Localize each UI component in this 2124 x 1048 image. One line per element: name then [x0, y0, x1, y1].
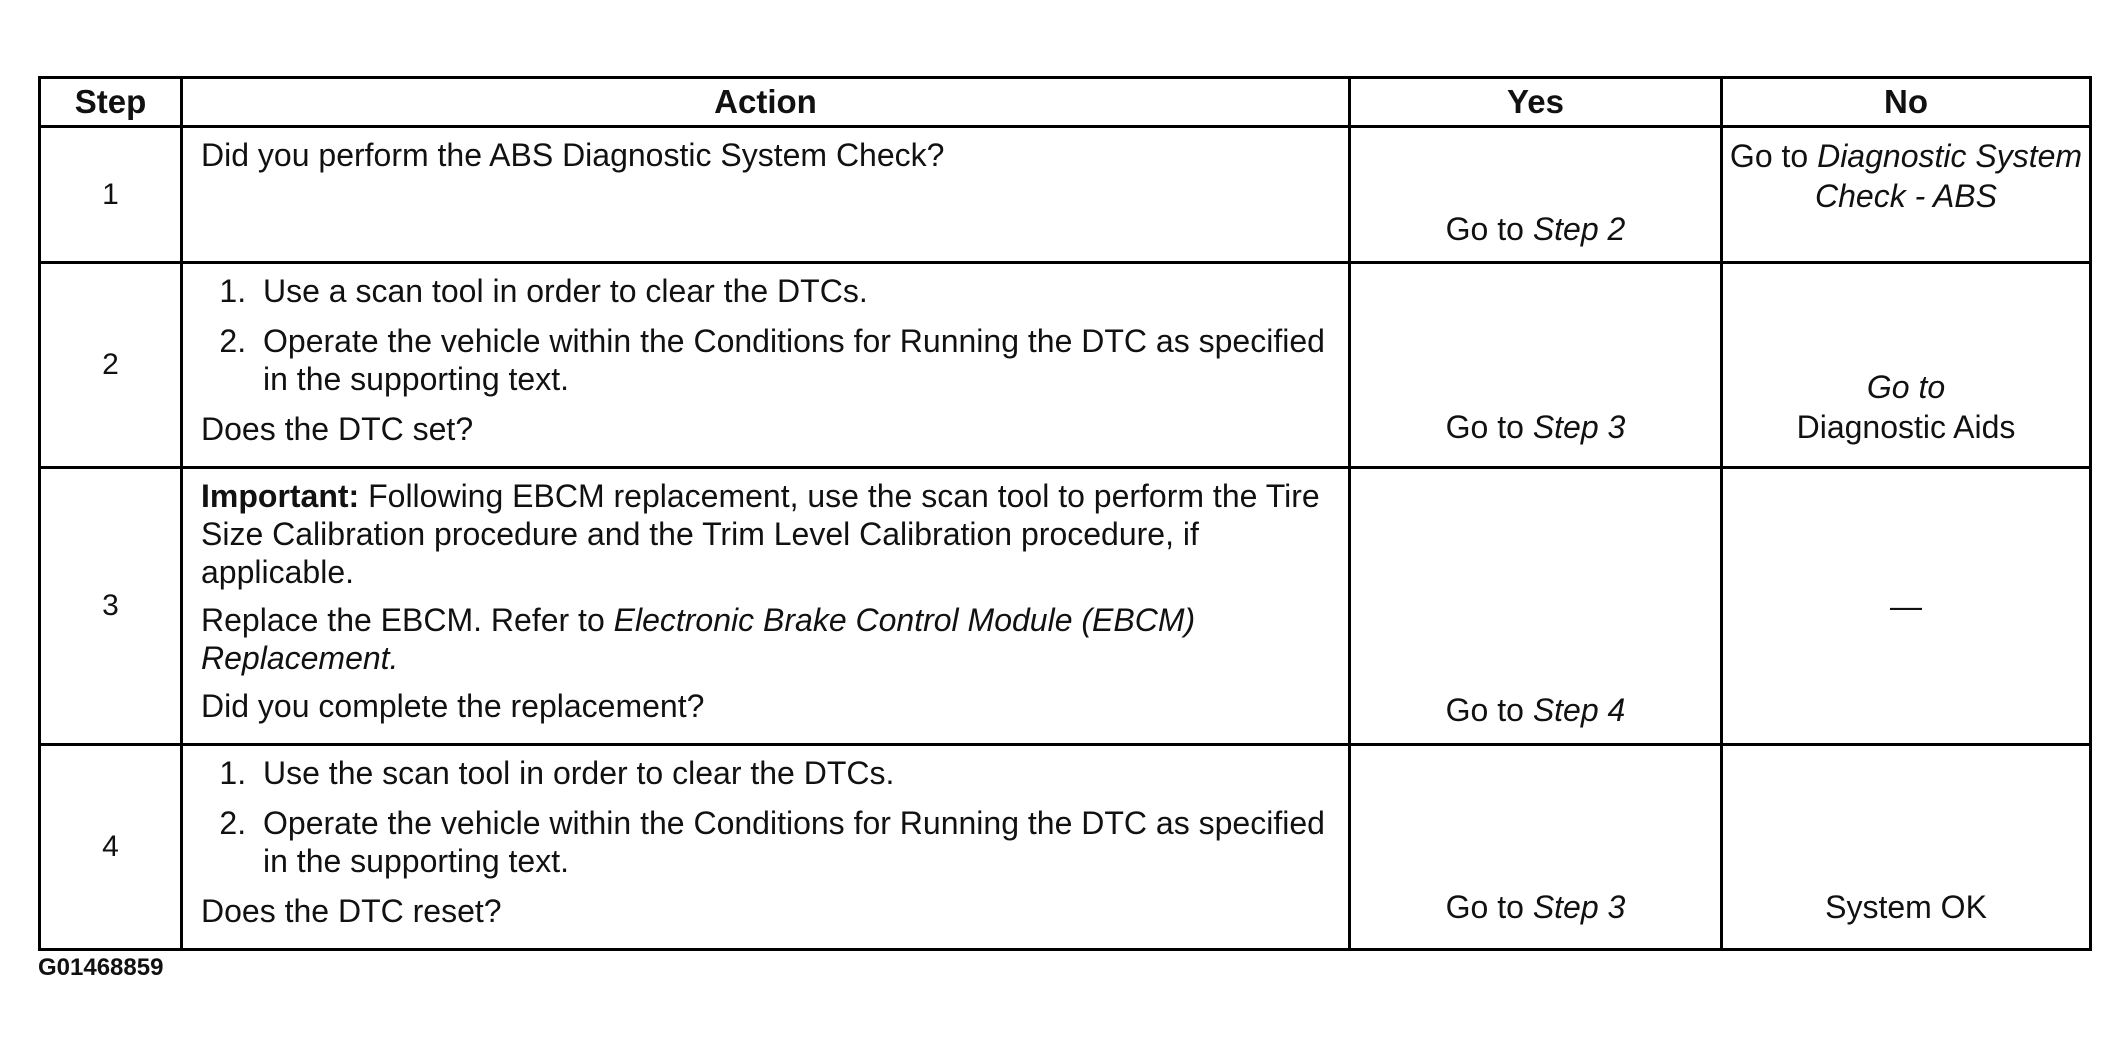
table-row [40, 468, 2091, 745]
no-target-link[interactable]: Diagnostic Aids [1796, 409, 2016, 445]
step-number: 4 [40, 745, 182, 950]
yes-link[interactable] [1351, 887, 1720, 927]
yes-cell [1350, 745, 1722, 950]
yes-step-link[interactable]: Step 2 [1532, 211, 1626, 247]
replacement-procedure-link[interactable]: Electronic Brake Control Module (EBCM) Replacement. [201, 602, 1196, 676]
yes-step-link[interactable]: Step 3 [1532, 409, 1626, 445]
question-text: Did you complete the replacement? [201, 688, 705, 724]
yes-step-link[interactable]: Step 3 [1532, 889, 1626, 925]
action-cell [182, 745, 1350, 950]
yes-link[interactable] [1351, 407, 1720, 447]
no-prefix: Go to [1729, 138, 1809, 174]
instruction-list [201, 754, 1330, 880]
diagnostic-table [38, 76, 2092, 951]
figure-id: G01468859 [38, 954, 164, 981]
list-item: 2. Operate the vehicle within the Conditions for Running the DTC as specified in the supporting text. [255, 322, 1330, 398]
yes-prefix: Go to [1445, 211, 1524, 247]
no-value: — [1890, 588, 1922, 624]
important-text: Following EBCM replacement, use the scan tool to perform the Tire Size Calibration procedure and the Trim Level Calibration procedure, if applicable. [201, 478, 1320, 590]
replace-instruction [201, 601, 1330, 677]
header-yes: Yes [1350, 78, 1722, 127]
yes-prefix: Go to [1445, 889, 1524, 925]
important-note [201, 477, 1330, 591]
no-value: System OK [1825, 889, 1987, 925]
no-prefix: Go to [1866, 369, 1946, 405]
header-row [40, 78, 2091, 127]
no-cell [1722, 745, 2091, 950]
header-no: No [1722, 78, 2091, 127]
question-text: Did you perform the ABS Diagnostic System Check? [201, 137, 945, 173]
action-cell [182, 263, 1350, 468]
no-cell [1722, 263, 2091, 468]
action-cell [182, 468, 1350, 745]
table-row [40, 745, 2091, 950]
header-action: Action [182, 78, 1350, 127]
yes-cell [1350, 468, 1722, 745]
no-cell [1722, 127, 2091, 263]
step-number: 2 [40, 263, 182, 468]
list-item: 2. Operate the vehicle within the Conditions for Running the DTC as specified in the supporting text. [255, 804, 1330, 880]
yes-step-link[interactable]: Step 4 [1532, 692, 1626, 728]
important-label: Important: [201, 478, 360, 514]
yes-link[interactable] [1351, 690, 1720, 730]
step-number: 1 [40, 127, 182, 263]
no-cell [1722, 468, 2091, 745]
action-cell [182, 127, 1350, 263]
yes-cell [1350, 263, 1722, 468]
question-text: Does the DTC reset? [201, 893, 502, 929]
table-row [40, 127, 2091, 263]
yes-prefix: Go to [1445, 692, 1524, 728]
list-item: 1. Use a scan tool in order to clear the DTCs. [255, 272, 1330, 310]
yes-cell [1350, 127, 1722, 263]
instruction-list [201, 272, 1330, 398]
list-item: 1. Use the scan tool in order to clear the DTCs. [255, 754, 1330, 792]
no-link[interactable] [1723, 367, 2089, 447]
yes-link[interactable] [1351, 209, 1720, 249]
question-text: Does the DTC set? [201, 411, 474, 447]
no-link[interactable] [1723, 128, 2089, 216]
step-number: 3 [40, 468, 182, 745]
header-step: Step [40, 78, 182, 127]
no-target-link[interactable]: Diagnostic System Check - ABS [1815, 138, 2083, 214]
yes-prefix: Go to [1445, 409, 1524, 445]
table-row [40, 263, 2091, 468]
replace-text: Replace the EBCM. Refer to [201, 602, 605, 638]
